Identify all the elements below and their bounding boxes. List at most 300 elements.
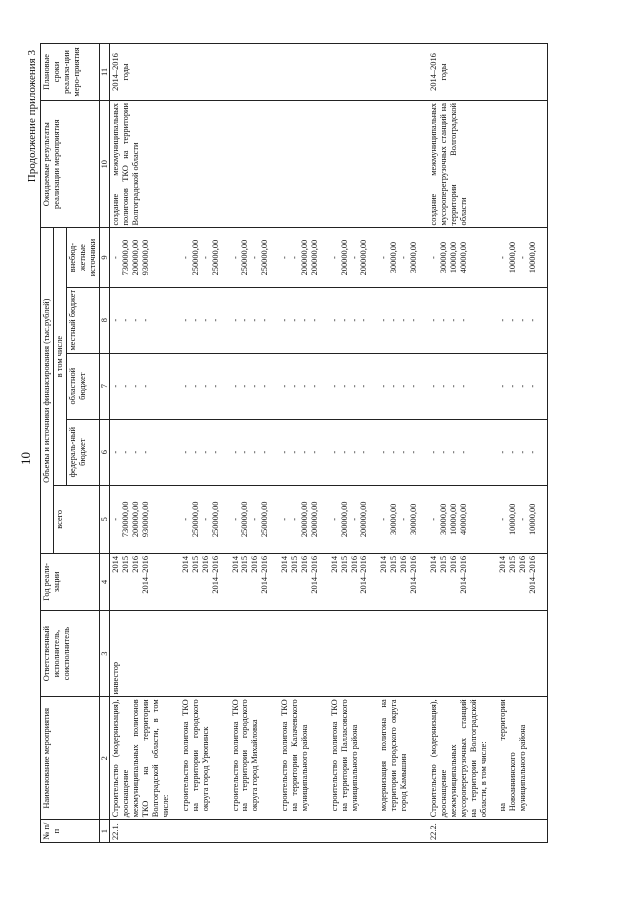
spacer-cell bbox=[489, 44, 497, 101]
spacer-cell bbox=[420, 228, 428, 287]
spacer-cell bbox=[539, 353, 548, 419]
total-value: - bbox=[250, 517, 260, 521]
local-value: - bbox=[210, 318, 220, 322]
regional-value: - bbox=[121, 384, 131, 388]
planned-term: 2014–2016 годы bbox=[428, 44, 489, 101]
spacer-cell bbox=[420, 419, 428, 485]
total-value: - bbox=[111, 517, 121, 521]
extra-value: - bbox=[230, 256, 240, 259]
local-value: - bbox=[448, 318, 458, 322]
local-value: - bbox=[309, 318, 319, 322]
extra-value: 40000,00 bbox=[458, 241, 468, 274]
spacer-cell bbox=[271, 287, 279, 353]
local-value: - bbox=[508, 318, 518, 322]
spacer-cell bbox=[321, 228, 329, 287]
spacer-cell bbox=[539, 44, 548, 101]
spacer-cell bbox=[420, 287, 428, 353]
local-value: - bbox=[379, 318, 389, 322]
total-value: 10000,00 bbox=[528, 503, 538, 536]
federal-value: - bbox=[111, 450, 121, 454]
responsible bbox=[378, 610, 420, 696]
extra-value: - bbox=[518, 256, 528, 259]
program-table bbox=[40, 43, 548, 843]
regional-value: - bbox=[339, 384, 349, 388]
year-value: 2014 bbox=[329, 555, 339, 573]
measure-name: Строительство (модернизация), дооснащение межмуниципальных мусороперегрузочных станций на территории Волгоградской области, в том числе: bbox=[428, 697, 489, 820]
spacer-cell bbox=[370, 353, 378, 419]
total bbox=[428, 485, 489, 553]
column-number: 4 bbox=[99, 553, 110, 610]
total bbox=[230, 485, 272, 553]
spacer-cell bbox=[271, 610, 279, 696]
extra bbox=[180, 228, 222, 287]
total-value: 10000,00 bbox=[508, 503, 518, 536]
federal-value: - bbox=[240, 450, 250, 454]
spacer-cell bbox=[370, 44, 378, 101]
year-value: 2016 bbox=[131, 555, 141, 573]
spacer-cell bbox=[172, 44, 180, 101]
measure-name: модернизация полигона на территории городского округа город Камышин bbox=[378, 697, 420, 820]
table-row bbox=[329, 44, 371, 843]
spacer-cell bbox=[420, 353, 428, 419]
federal-value: - bbox=[379, 450, 389, 454]
column-number: 10 bbox=[99, 101, 110, 228]
responsible bbox=[180, 610, 222, 696]
row-spacer bbox=[370, 44, 378, 843]
responsible bbox=[230, 610, 272, 696]
total-value: - bbox=[399, 517, 409, 521]
extra-value: 250000,00 bbox=[210, 239, 220, 276]
local-value: - bbox=[121, 318, 131, 322]
expected-result bbox=[279, 101, 321, 228]
header-finance: Объемы и источники финансирования (тыс.рублей) bbox=[41, 228, 54, 554]
total bbox=[110, 485, 172, 553]
spacer-cell bbox=[172, 353, 180, 419]
regional-value: - bbox=[299, 384, 309, 388]
year-value: 2014–2016 bbox=[409, 555, 419, 594]
regional-value: - bbox=[498, 384, 508, 388]
regional-value: - bbox=[438, 384, 448, 388]
total-value: 40000,00 bbox=[458, 503, 468, 536]
spacer-cell bbox=[539, 287, 548, 353]
total-value: 200000,00 bbox=[339, 501, 349, 538]
federal-value: - bbox=[389, 450, 399, 454]
total-value: 200000,00 bbox=[359, 501, 369, 538]
year bbox=[329, 553, 371, 610]
federal bbox=[497, 419, 539, 485]
federal-value: - bbox=[250, 450, 260, 454]
measure-name: строительство полигона ТКО на территории городского округа город Михайловка bbox=[230, 697, 272, 820]
spacer-cell bbox=[539, 820, 548, 843]
local-value: - bbox=[528, 318, 538, 322]
spacer-cell bbox=[222, 44, 230, 101]
spacer-cell bbox=[172, 553, 180, 610]
federal bbox=[110, 419, 172, 485]
local-value: - bbox=[429, 318, 438, 322]
extra-value: 10000,00 bbox=[528, 241, 538, 274]
federal-value: - bbox=[260, 450, 270, 454]
planned-term bbox=[230, 44, 272, 101]
total bbox=[180, 485, 222, 553]
year-value: 2016 bbox=[399, 555, 409, 573]
federal bbox=[329, 419, 371, 485]
year-value: 2014 bbox=[429, 555, 438, 573]
spacer-cell bbox=[539, 697, 548, 820]
spacer-cell bbox=[420, 610, 428, 696]
spacer-cell bbox=[370, 228, 378, 287]
year-value: 2014–2016 bbox=[260, 555, 270, 594]
table-row bbox=[110, 44, 172, 843]
row-spacer bbox=[321, 44, 329, 843]
regional-value: - bbox=[240, 384, 250, 388]
total-value: 930000,00 bbox=[141, 501, 151, 538]
spacer-cell bbox=[172, 485, 180, 553]
expected-result bbox=[378, 101, 420, 228]
total-value: 200000,00 bbox=[131, 501, 141, 538]
local-value: - bbox=[409, 318, 419, 322]
table-row bbox=[230, 44, 272, 843]
federal-value: - bbox=[438, 450, 448, 454]
local-value: - bbox=[131, 318, 141, 322]
spacer-cell bbox=[539, 553, 548, 610]
spacer-cell bbox=[370, 419, 378, 485]
extra-value: 930000,00 bbox=[141, 239, 151, 276]
spacer-cell bbox=[222, 697, 230, 820]
extra bbox=[230, 228, 272, 287]
header-total: всего bbox=[53, 485, 99, 553]
total-value: - bbox=[230, 517, 240, 521]
regional-value: - bbox=[260, 384, 270, 388]
spacer-cell bbox=[271, 101, 279, 228]
total-value: 30000,00 bbox=[438, 503, 448, 536]
measure-name: Строительство (модернизация), дооснащение межмуниципальных полигонов ТКО на территории Волгоградской области, в том числе: bbox=[110, 697, 172, 820]
regional-value: - bbox=[250, 384, 260, 388]
year-value: 2015 bbox=[290, 555, 300, 573]
federal bbox=[230, 419, 272, 485]
row-spacer bbox=[271, 44, 279, 843]
spacer-cell bbox=[370, 610, 378, 696]
responsible: инвестор bbox=[110, 610, 172, 696]
year-value: 2014–2016 bbox=[528, 555, 538, 594]
total-value: 730000,00 bbox=[121, 501, 131, 538]
year-value: 2014 bbox=[111, 555, 121, 573]
total bbox=[279, 485, 321, 553]
extra-value: 200000,00 bbox=[359, 239, 369, 276]
spacer-cell bbox=[489, 101, 497, 228]
year-value: 2015 bbox=[121, 555, 131, 573]
regional-value: - bbox=[448, 384, 458, 388]
spacer-cell bbox=[222, 610, 230, 696]
federal-value: - bbox=[121, 450, 131, 454]
year-value: 2016 bbox=[299, 555, 309, 573]
spacer-cell bbox=[321, 44, 329, 101]
row-spacer bbox=[172, 44, 180, 843]
regional bbox=[110, 353, 172, 419]
regional-value: - bbox=[190, 384, 200, 388]
total-value: - bbox=[498, 517, 508, 521]
extra-value: - bbox=[329, 256, 339, 259]
extra-value: 200000,00 bbox=[131, 239, 141, 276]
federal-value: - bbox=[299, 450, 309, 454]
extra-value: - bbox=[111, 256, 121, 259]
year-value: 2015 bbox=[508, 555, 518, 573]
extra bbox=[378, 228, 420, 287]
federal-value: - bbox=[280, 450, 290, 454]
responsible bbox=[428, 610, 489, 696]
column-number: 2 bbox=[99, 697, 110, 820]
year bbox=[279, 553, 321, 610]
local-value: - bbox=[339, 318, 349, 322]
spacer-cell bbox=[420, 44, 428, 101]
local bbox=[428, 287, 489, 353]
regional-value: - bbox=[280, 384, 290, 388]
row-spacer bbox=[489, 44, 497, 843]
federal bbox=[428, 419, 489, 485]
local-value: - bbox=[399, 318, 409, 322]
year-value: 2015 bbox=[339, 555, 349, 573]
local-value: - bbox=[280, 318, 290, 322]
regional-value: - bbox=[458, 384, 468, 388]
total-value: - bbox=[180, 517, 190, 521]
local-value: - bbox=[359, 318, 369, 322]
row-spacer bbox=[539, 44, 548, 843]
year-value: 2015 bbox=[389, 555, 399, 573]
spacer-cell bbox=[172, 101, 180, 228]
spacer-cell bbox=[222, 353, 230, 419]
year-value: 2014 bbox=[230, 555, 240, 573]
year-value: 2014–2016 bbox=[210, 555, 220, 594]
regional bbox=[230, 353, 272, 419]
year-value: 2014–2016 bbox=[309, 555, 319, 594]
local-value: - bbox=[329, 318, 339, 322]
total-value: 200000,00 bbox=[309, 501, 319, 538]
row-number bbox=[378, 820, 420, 843]
year bbox=[110, 553, 172, 610]
spacer-cell bbox=[321, 697, 329, 820]
page-number: 10 bbox=[18, 452, 33, 465]
local-value: - bbox=[299, 318, 309, 322]
expected-result: создание межмуниципальных мусороперегрузочных станций на территории Волгоградской области bbox=[428, 101, 489, 228]
column-number: 6 bbox=[99, 419, 110, 485]
extra bbox=[110, 228, 172, 287]
extra-value: - bbox=[498, 256, 508, 259]
spacer-cell bbox=[489, 697, 497, 820]
regional bbox=[497, 353, 539, 419]
total bbox=[378, 485, 420, 553]
federal-value: - bbox=[528, 450, 538, 454]
year-value: 2014 bbox=[280, 555, 290, 573]
column-number: 11 bbox=[99, 44, 110, 101]
local bbox=[230, 287, 272, 353]
measure-name: строительство полигона ТКО на территории Калачевского муниципального района bbox=[279, 697, 321, 820]
spacer-cell bbox=[222, 419, 230, 485]
spacer-cell bbox=[222, 820, 230, 843]
total-value: 200000,00 bbox=[299, 501, 309, 538]
regional-value: - bbox=[309, 384, 319, 388]
year bbox=[378, 553, 420, 610]
extra-value: 30000,00 bbox=[409, 241, 419, 274]
regional bbox=[180, 353, 222, 419]
regional-value: - bbox=[290, 384, 300, 388]
column-number: 7 bbox=[99, 353, 110, 419]
spacer-cell bbox=[539, 101, 548, 228]
regional bbox=[428, 353, 489, 419]
spacer-cell bbox=[539, 419, 548, 485]
year bbox=[497, 553, 539, 610]
measure-name: на территории Новоаннинского муниципального района bbox=[497, 697, 539, 820]
spacer-cell bbox=[489, 553, 497, 610]
spacer-cell bbox=[489, 353, 497, 419]
local-value: - bbox=[389, 318, 399, 322]
total bbox=[329, 485, 371, 553]
federal-value: - bbox=[329, 450, 339, 454]
year-value: 2014 bbox=[180, 555, 190, 573]
row-spacer bbox=[420, 44, 428, 843]
column-number: 9 bbox=[99, 228, 110, 287]
year bbox=[428, 553, 489, 610]
local-value: - bbox=[190, 318, 200, 322]
table-row bbox=[378, 44, 420, 843]
year-value: 2014 bbox=[379, 555, 389, 573]
year-value: 2016 bbox=[448, 555, 458, 573]
regional-value: - bbox=[518, 384, 528, 388]
extra-value: - bbox=[379, 256, 389, 259]
spacer-cell bbox=[222, 553, 230, 610]
local-value: - bbox=[290, 318, 300, 322]
header-year: Год реали-зации bbox=[41, 553, 100, 610]
spacer-cell bbox=[489, 419, 497, 485]
header-name: Наименование мероприятия bbox=[41, 697, 100, 820]
spacer-cell bbox=[172, 287, 180, 353]
regional-value: - bbox=[528, 384, 538, 388]
expected-result bbox=[180, 101, 222, 228]
year bbox=[230, 553, 272, 610]
local-value: - bbox=[498, 318, 508, 322]
total-value: - bbox=[280, 517, 290, 521]
extra-value: 30000,00 bbox=[438, 241, 448, 274]
regional-value: - bbox=[508, 384, 518, 388]
total-value: - bbox=[518, 517, 528, 521]
local-value: - bbox=[518, 318, 528, 322]
federal-value: - bbox=[498, 450, 508, 454]
row-number: 22.1. bbox=[110, 820, 172, 843]
local-value: - bbox=[230, 318, 240, 322]
spacer-cell bbox=[222, 485, 230, 553]
total-value: 250000,00 bbox=[210, 501, 220, 538]
spacer-cell bbox=[271, 553, 279, 610]
header-regional: областной бюджет bbox=[66, 353, 99, 419]
regional-value: - bbox=[131, 384, 141, 388]
spacer-cell bbox=[370, 485, 378, 553]
year-value: 2016 bbox=[349, 555, 359, 573]
spacer-cell bbox=[370, 697, 378, 820]
extra-value: 250000,00 bbox=[260, 239, 270, 276]
local bbox=[329, 287, 371, 353]
spacer-cell bbox=[420, 485, 428, 553]
federal-value: - bbox=[309, 450, 319, 454]
spacer-cell bbox=[321, 485, 329, 553]
total-value: 250000,00 bbox=[260, 501, 270, 538]
spacer-cell bbox=[321, 353, 329, 419]
regional-value: - bbox=[329, 384, 339, 388]
row-number: 22.2. bbox=[428, 820, 489, 843]
planned-term: 2014–2016 годы bbox=[110, 44, 172, 101]
local bbox=[279, 287, 321, 353]
federal-value: - bbox=[508, 450, 518, 454]
extra-value: - bbox=[250, 256, 260, 259]
extra-value: - bbox=[290, 256, 300, 259]
column-number: 5 bbox=[99, 485, 110, 553]
federal-value: - bbox=[200, 450, 210, 454]
spacer-cell bbox=[271, 228, 279, 287]
local-value: - bbox=[180, 318, 190, 322]
regional bbox=[378, 353, 420, 419]
federal-value: - bbox=[399, 450, 409, 454]
spacer-cell bbox=[321, 820, 329, 843]
planned-term bbox=[497, 44, 539, 101]
total-value: - bbox=[290, 517, 300, 521]
extra-value: 30000,00 bbox=[389, 241, 399, 274]
spacer-cell bbox=[321, 419, 329, 485]
responsible bbox=[329, 610, 371, 696]
year bbox=[180, 553, 222, 610]
planned-term bbox=[180, 44, 222, 101]
extra-value: - bbox=[180, 256, 190, 259]
federal bbox=[378, 419, 420, 485]
year-value: 2016 bbox=[250, 555, 260, 573]
spacer-cell bbox=[172, 228, 180, 287]
extra bbox=[428, 228, 489, 287]
year-value: 2014–2016 bbox=[141, 555, 151, 594]
spacer-cell bbox=[420, 697, 428, 820]
extra-value: - bbox=[399, 256, 409, 259]
federal-value: - bbox=[230, 450, 240, 454]
total-value: 30000,00 bbox=[389, 503, 399, 536]
regional-value: - bbox=[379, 384, 389, 388]
regional-value: - bbox=[141, 384, 151, 388]
extra bbox=[329, 228, 371, 287]
year-value: 2015 bbox=[190, 555, 200, 573]
extra-value: 250000,00 bbox=[240, 239, 250, 276]
regional-value: - bbox=[389, 384, 399, 388]
spacer-cell bbox=[370, 820, 378, 843]
local-value: - bbox=[458, 318, 468, 322]
expected-result: создание межмуниципальных полигонов ТКО на территории Волгоградской области bbox=[110, 101, 172, 228]
spacer-cell bbox=[271, 820, 279, 843]
spacer-cell bbox=[420, 553, 428, 610]
table-row bbox=[497, 44, 539, 843]
total-value: - bbox=[379, 517, 389, 521]
table-row bbox=[180, 44, 222, 843]
regional-value: - bbox=[399, 384, 409, 388]
spacer-cell bbox=[370, 101, 378, 228]
extra-value: 200000,00 bbox=[299, 239, 309, 276]
local-value: - bbox=[111, 318, 121, 322]
total-value: 250000,00 bbox=[190, 501, 200, 538]
header-no: № п/п bbox=[41, 820, 100, 843]
total-value: - bbox=[200, 517, 210, 521]
row-number bbox=[497, 820, 539, 843]
federal-value: - bbox=[349, 450, 359, 454]
regional-value: - bbox=[210, 384, 220, 388]
header-including: в том числе bbox=[53, 228, 66, 485]
local-value: - bbox=[240, 318, 250, 322]
table-row bbox=[279, 44, 321, 843]
year-value: 2016 bbox=[518, 555, 528, 573]
column-number-row bbox=[99, 44, 110, 843]
spacer-cell bbox=[489, 485, 497, 553]
expected-result bbox=[230, 101, 272, 228]
